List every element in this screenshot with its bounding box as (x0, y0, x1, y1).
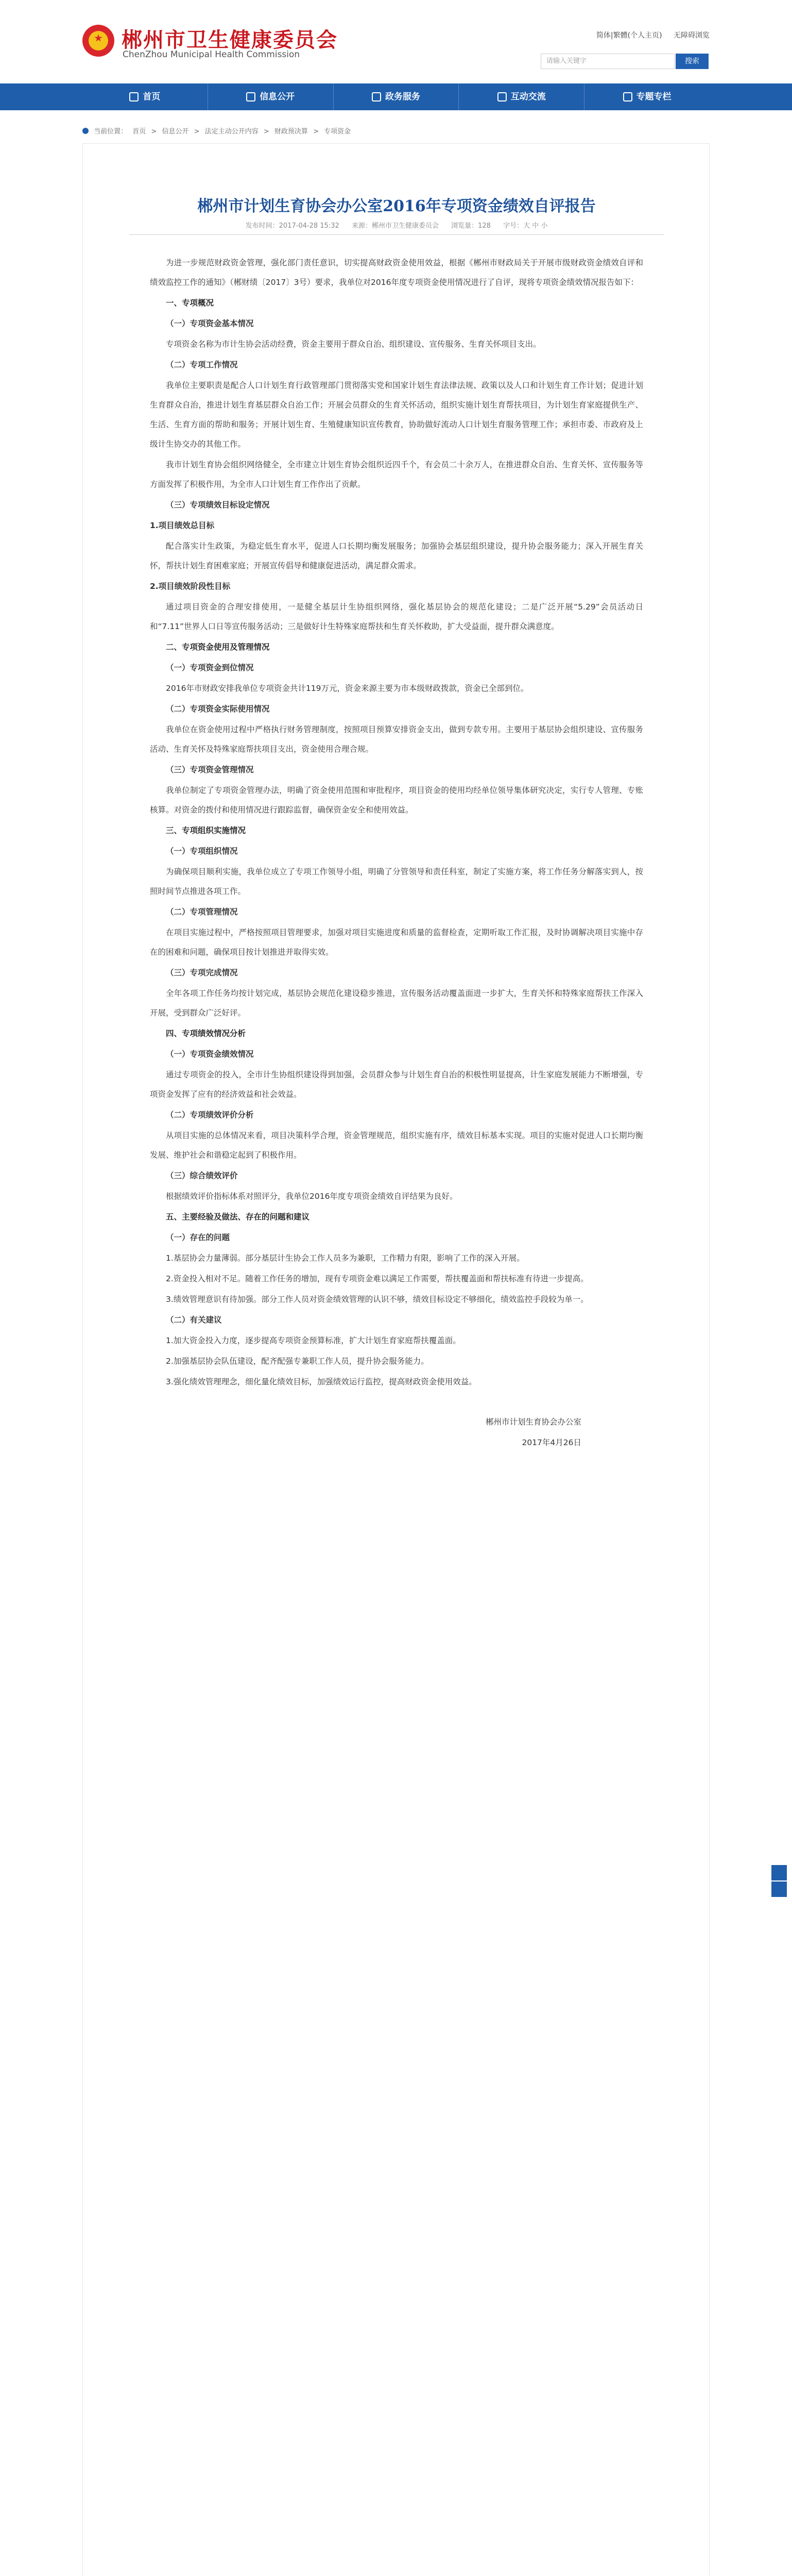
language-switch-link[interactable]: 简体|繁體(个人主页) (596, 31, 662, 40)
document-icon (246, 92, 255, 101)
article-heading: （二）专项绩效评价分析 (166, 1110, 254, 1120)
nav-item-label: 专题专栏 (636, 92, 672, 102)
search-input[interactable]: 请输入关键字 (541, 54, 675, 69)
emblem-logo-icon[interactable] (82, 25, 114, 57)
breadcrumb-home[interactable]: 首页 (132, 128, 146, 135)
article-paragraph: 从项目实施的总体情况来看，项目决策科学合理，资金管理规范，组织实施有序，绩效目标基本实现。项目的实施对促进人口长期均衡发展、维护社会和谐稳定起到了积极作用。 (150, 1131, 643, 1160)
article-title: 郴州市计划生育协会办公室2016年专项资金绩效自评报告 (197, 197, 596, 215)
nav-item-label: 互动交流 (510, 92, 546, 102)
article-card (82, 143, 710, 2576)
article-heading: （二）专项工作情况 (166, 360, 238, 369)
breadcrumb-prefix: 当前位置： (94, 128, 128, 135)
article-paragraph: 专项资金名称为市计生协会活动经费，资金主要用于群众自治、组织建设、宣传服务、生育关怀项目支出。 (166, 340, 541, 349)
breadcrumb-sep: > (151, 128, 157, 135)
article-heading: 2.项目绩效阶段性目标 (150, 582, 231, 591)
breadcrumb-sep: > (263, 128, 269, 135)
article-heading: （一）存在的问题 (166, 1233, 230, 1242)
article-heading: 1.项目绩效总目标 (150, 521, 215, 530)
font-size-switch[interactable]: 字号：大 中 小 (503, 222, 548, 230)
signature: 郴州市计划生育协会办公室 (485, 1417, 581, 1427)
article-paragraph: 我单位制定了专项资金管理办法，明确了资金使用范围和审批程序，项目资金的使用均经单位领导集体研究决定，实行专人管理、专账核算。对资金的拨付和使用情况进行跟踪监督，确保资金安全和使用效益。 (150, 786, 643, 815)
breadcrumb (82, 126, 354, 135)
article-paragraph: 我单位在资金使用过程中严格执行财务管理制度，按照项目预算安排资金支出，做到专款专用。主要用于基层协会组织建设、宣传服务活动、生育关怀及特殊家庭帮扶项目支出，资金使用合理合规。 (150, 725, 643, 754)
breadcrumb-budget[interactable]: 财政预决算 (274, 128, 308, 135)
location-icon (82, 128, 89, 134)
accessibility-link[interactable]: 无障碍浏览 (674, 31, 710, 40)
breadcrumb-legal[interactable]: 法定主动公开内容 (204, 128, 259, 135)
article-paragraph: 为确保项目顺利实施，我单位成立了专项工作领导小组，明确了分管领导和责任科室，制定了实施方案，将工作任务分解落实到人，按照时间节点推进各项工作。 (150, 867, 643, 896)
article-paragraph: 全年各项工作任务均按计划完成，基层协会规范化建设稳步推进，宣传服务活动覆盖面进一步扩大，生育关怀和特殊家庭帮扶工作深入开展，受到群众广泛好评。 (150, 989, 643, 1018)
article-paragraph: 通过专项资金的投入，全市计生协组织建设得到加强，会员群众参与计划生育自治的积极性明显提高，计生家庭发展能力不断增强，专项资金发挥了应有的经济效益和社会效益。 (150, 1070, 643, 1099)
article-heading: （三）专项资金管理情况 (166, 765, 254, 774)
article-meta (83, 220, 710, 230)
publish-time: 发布时间：2017-04-28 15:32 (245, 222, 339, 230)
back-to-top-icon[interactable] (771, 1865, 787, 1880)
article-heading: （一）专项组织情况 (166, 846, 238, 856)
article-heading: 四、专项绩效情况分析 (166, 1029, 246, 1038)
article-paragraph: 2.加强基层协会队伍建设，配齐配强专兼职工作人员，提升协会服务能力。 (166, 1357, 429, 1366)
article-heading: （二）专项管理情况 (166, 907, 238, 917)
article-heading: 五、主要经验及做法、存在的问题和建议 (166, 1212, 310, 1222)
article-heading: （二）有关建议 (166, 1315, 222, 1325)
main-nav (0, 83, 792, 110)
floating-toolbar (771, 1865, 787, 1898)
article-paragraph: 3.绩效管理意识有待加强。部分工作人员对资金绩效管理的认识不够，绩效目标设定不够细化，绩效监控手段较为单一。 (166, 1295, 589, 1304)
article-body (150, 253, 643, 1453)
article-paragraph: 3.强化绩效管理理念，细化量化绩效目标，加强绩效运行监控，提高财政资金使用效益。 (166, 1377, 477, 1386)
nav-item-label: 首页 (143, 92, 161, 102)
article-paragraph: 我单位主要职责是配合人口计划生育行政管理部门贯彻落实党和国家计划生育法律法规、政策以及人口和计划生育工作计划；促进计划生育群众自治，推进计划生育基层群众自治工作；开展会员群众的生育关怀活动，组织实施计划生育帮扶项目，为计划生育家庭提供生产、生活、生育方面的帮助和服务；开展计划生育、生殖健康知识宣传教育，协助做好流动人口计划生育服务管理工作；承担市委、市政府及上级计生协交办的其他工作。 (150, 381, 643, 449)
home-icon (129, 92, 139, 101)
article-heading: （一）专项资金基本情况 (166, 319, 254, 328)
breadcrumb-info[interactable]: 信息公开 (162, 128, 189, 135)
breadcrumb-sep: > (194, 128, 200, 135)
article-paragraph: 2.资金投入相对不足。随着工作任务的增加，现有专项资金难以满足工作需要，帮扶覆盖面和帮扶标准有待进一步提高。 (166, 1274, 589, 1283)
article-heading: 三、专项组织实施情况 (166, 826, 246, 835)
article-paragraph: 通过项目资金的合理安排使用，一是健全基层计生协组织网络，强化基层协会的规范化建设；二是广泛开展“5.29”会员活动日和“7.11”世界人口日等宣传服务活动；三是做好计生特殊家庭帮扶和生育关怀救助，扩大受益面，提升群众满意度。 (150, 602, 643, 631)
search-button[interactable]: 搜索 (676, 54, 709, 69)
share-icon[interactable] (771, 1882, 787, 1897)
nav-item-label: 信息公开 (260, 92, 295, 102)
article-heading: （一）专项资金绩效情况 (166, 1049, 254, 1059)
article-heading: （三）专项完成情况 (166, 968, 238, 977)
article-source: 来源：郴州市卫生健康委员会 (351, 222, 439, 230)
nav-item-info-disclosure[interactable] (208, 83, 334, 110)
article-paragraph: 我市计划生育协会组织网络健全，全市建立计划生育协会组织近四千个，有会员二十余万人，在推进群众自治、生育关怀、宣传服务等方面发挥了积极作用，为全市人口计划生育工作作出了贡献。 (150, 460, 643, 489)
site-title[interactable]: 郴州市卫生健康委员会 (122, 28, 338, 52)
signature-date: 2017年4月26日 (522, 1438, 581, 1447)
article-heading: （三）综合绩效评价 (166, 1171, 238, 1180)
nav-item-home[interactable] (82, 83, 208, 110)
article-heading: 一、专项概况 (166, 298, 214, 308)
site-subtitle: ChenZhou Municipal Health Commission (123, 49, 300, 60)
article-paragraph: 2016年市财政安排我单位专项资金共计119万元，资金来源主要为市本级财政拨款，资金已全部到位。 (166, 684, 529, 693)
article-paragraph: 配合落实计生政策，为稳定低生育水平，促进人口长期均衡发展服务；加强协会基层组织建设，提升协会服务能力；深入开展生育关怀，帮扶计划生育困难家庭；开展宣传倡导和健康促进活动，满足群众需求。 (150, 541, 643, 570)
nav-item-label: 政务服务 (385, 92, 420, 102)
emblem-inner (89, 31, 108, 50)
article-paragraph: 在项目实施过程中，严格按照项目管理要求，加强对项目实施进度和质量的监督检查，定期听取工作汇报，及时协调解决项目实施中存在的困难和问题，确保项目按计划推进并取得实效。 (150, 928, 643, 957)
breadcrumb-sep: > (313, 128, 319, 135)
view-count: 浏览量：128 (451, 222, 491, 230)
title-divider (129, 234, 664, 235)
header-links (587, 30, 710, 40)
article-heading: （一）专项资金到位情况 (166, 663, 254, 672)
article-heading: （三）专项绩效目标设定情况 (166, 500, 270, 510)
nav-item-gov-service[interactable] (334, 83, 459, 110)
nav-item-interaction[interactable] (459, 83, 584, 110)
nav-item-special-column[interactable] (584, 83, 710, 110)
chat-icon (497, 92, 507, 101)
article-heading: （二）专项资金实际使用情况 (166, 704, 270, 714)
column-icon (623, 92, 632, 101)
site-header (0, 0, 792, 77)
service-icon (372, 92, 381, 101)
article-heading: 二、专项资金使用及管理情况 (166, 642, 270, 652)
article-paragraph: 1.加大资金投入力度，逐步提高专项资金预算标准，扩大计划生育家庭帮扶覆盖面。 (166, 1336, 461, 1345)
article-paragraph: 1.基层协会力量薄弱。部分基层计生协会工作人员多为兼职，工作精力有限，影响了工作的深入开展。 (166, 1253, 525, 1263)
breadcrumb-current[interactable]: 专项资金 (324, 128, 351, 135)
article-paragraph: 为进一步规范财政资金管理，强化部门责任意识，切实提高财政资金使用效益，根据《郴州市财政局关于开展市级财政资金绩效自评和绩效监控工作的通知》（郴财绩〔2017〕3号）要求，我单位对2016年度专项资金使用情况进行了自评，现将专项资金绩效情况报告如下： (150, 258, 643, 287)
article-paragraph: 根据绩效评价指标体系对照评分，我单位2016年度专项资金绩效自评结果为良好。 (166, 1192, 458, 1201)
